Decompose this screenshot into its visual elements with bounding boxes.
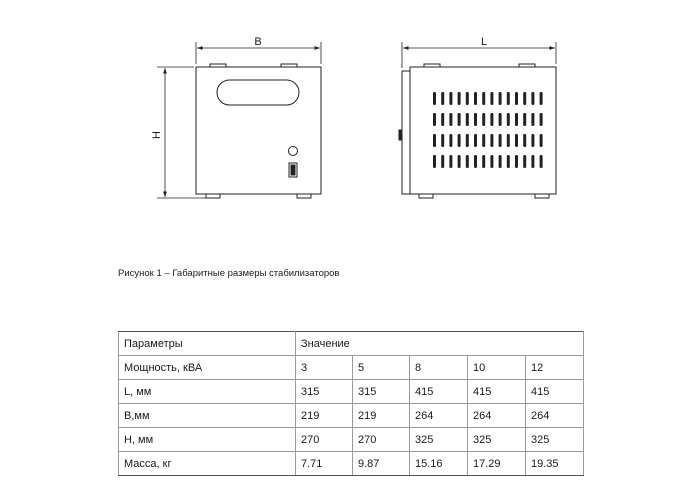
vent-slot <box>449 134 452 147</box>
vent-slot <box>474 134 477 147</box>
vent-slot <box>531 134 534 147</box>
row-value: 5 <box>353 356 410 380</box>
vent-slot <box>433 92 436 105</box>
spec-table <box>118 331 584 476</box>
vent-slot <box>499 113 502 126</box>
row-value: 325 <box>468 428 526 452</box>
front-body <box>196 67 321 194</box>
table-header-row <box>119 332 584 356</box>
vent-slot <box>433 134 436 147</box>
vent-slot <box>441 92 444 105</box>
vent-slot <box>433 155 436 168</box>
vent-slot <box>540 92 543 105</box>
vent-slot <box>458 113 461 126</box>
vent-slot <box>507 155 510 168</box>
vent-slot <box>515 113 518 126</box>
row-label: Мощность, кВА <box>119 356 296 380</box>
vent-slot <box>499 134 502 147</box>
vent-slot <box>490 155 493 168</box>
row-value: 9.87 <box>353 452 410 476</box>
vent-slot <box>531 113 534 126</box>
vent-slot <box>449 113 452 126</box>
table-row <box>119 380 584 404</box>
vent-slot <box>523 155 526 168</box>
dim-length-label: L <box>480 36 488 48</box>
vent-slot <box>531 155 534 168</box>
vent-slot <box>482 92 485 105</box>
vent-slot <box>515 134 518 147</box>
vent-slot <box>490 92 493 105</box>
row-value: 3 <box>296 356 353 380</box>
table-row <box>119 428 584 452</box>
vent-slot <box>458 134 461 147</box>
vent-slot <box>507 92 510 105</box>
vent-slot <box>540 155 543 168</box>
row-label: L, мм <box>119 380 296 404</box>
row-label: H, мм <box>119 428 296 452</box>
table-row <box>119 404 584 428</box>
header-param: Параметры <box>119 332 296 356</box>
vent-slot <box>433 113 436 126</box>
row-value: 17.29 <box>468 452 526 476</box>
vent-slot <box>458 92 461 105</box>
vent-slot <box>523 92 526 105</box>
vent-slot <box>441 134 444 147</box>
row-value: 315 <box>353 380 410 404</box>
vent-slot <box>449 155 452 168</box>
row-value: 325 <box>410 428 468 452</box>
vent-slot <box>490 134 493 147</box>
vent-slot <box>515 155 518 168</box>
header-value: Значение <box>296 332 584 356</box>
vent-slot <box>466 92 469 105</box>
vent-slot <box>499 92 502 105</box>
vent-slot <box>490 113 493 126</box>
row-value: 12 <box>526 356 584 380</box>
vent-slot <box>474 113 477 126</box>
vent-slot <box>466 113 469 126</box>
row-value: 415 <box>410 380 468 404</box>
figure-caption: Рисунок 1 – Габаритные размеры стабилизаторов <box>118 268 340 279</box>
row-value: 219 <box>353 404 410 428</box>
vent-slot <box>523 113 526 126</box>
vent-slot <box>507 113 510 126</box>
vent-slot <box>441 155 444 168</box>
row-value: 415 <box>468 380 526 404</box>
dim-height-label: H <box>151 131 163 139</box>
vent-slot <box>474 155 477 168</box>
row-value: 325 <box>526 428 584 452</box>
row-value: 7.71 <box>296 452 353 476</box>
vent-slot <box>449 92 452 105</box>
row-value: 270 <box>353 428 410 452</box>
vent-slot <box>540 134 543 147</box>
row-label: Масса, кг <box>119 452 296 476</box>
table-row <box>119 356 584 380</box>
vent-slot <box>515 92 518 105</box>
row-value: 264 <box>468 404 526 428</box>
vent-slot <box>466 155 469 168</box>
front-view <box>196 64 321 198</box>
vent-slot <box>482 134 485 147</box>
row-value: 264 <box>410 404 468 428</box>
vent-slot <box>474 92 477 105</box>
row-label: B,мм <box>119 404 296 428</box>
vent-slot <box>540 113 543 126</box>
vent-slot <box>482 155 485 168</box>
row-value: 264 <box>526 404 584 428</box>
vent-slot <box>499 155 502 168</box>
row-value: 219 <box>296 404 353 428</box>
dim-width-label: B <box>254 36 262 48</box>
table-row <box>119 452 584 476</box>
vent-slot <box>466 134 469 147</box>
vent-slot <box>531 92 534 105</box>
vent-slot <box>507 134 510 147</box>
row-value: 270 <box>296 428 353 452</box>
row-value: 415 <box>526 380 584 404</box>
row-value: 19.35 <box>526 452 584 476</box>
vent-slot <box>458 155 461 168</box>
row-value: 8 <box>410 356 468 380</box>
side-body <box>410 67 556 194</box>
row-value: 10 <box>468 356 526 380</box>
vent-slot <box>482 113 485 126</box>
side-view <box>399 64 556 198</box>
row-value: 315 <box>296 380 353 404</box>
vent-slot <box>523 134 526 147</box>
vent-slot <box>441 113 444 126</box>
row-value: 15.16 <box>410 452 468 476</box>
